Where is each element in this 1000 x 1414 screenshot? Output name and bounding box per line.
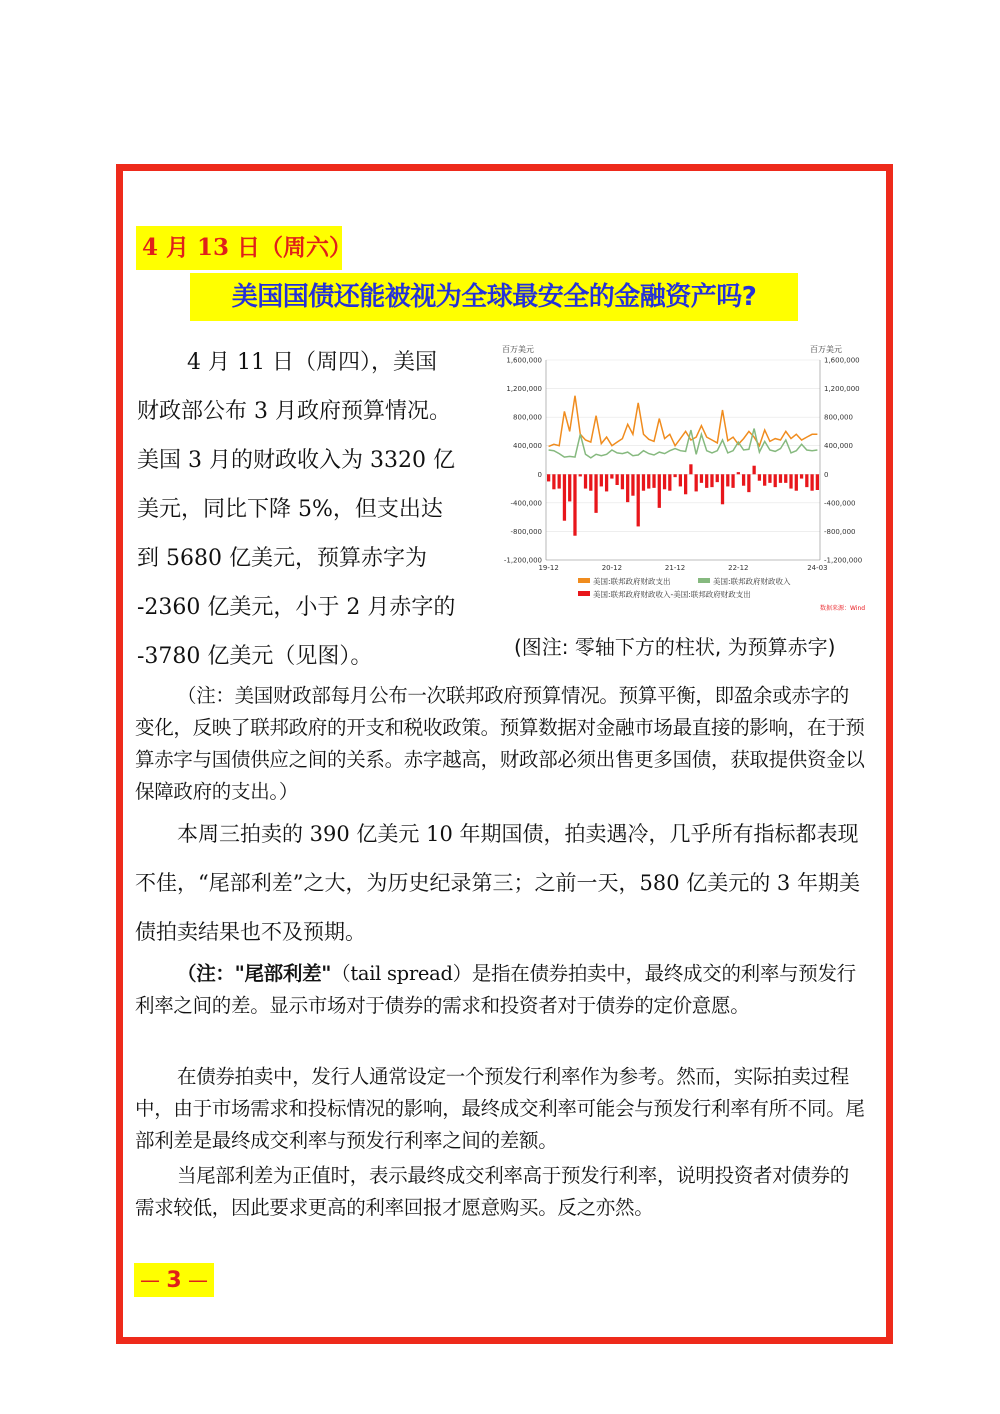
deficit-bar bbox=[547, 474, 550, 481]
y-tick-label-right: 0 bbox=[824, 470, 829, 479]
deficit-bar bbox=[810, 474, 813, 490]
deficit-bar bbox=[552, 474, 555, 489]
deficit-bar bbox=[789, 474, 792, 488]
intro-line: -2360 亿美元，小于 2 月赤字的 bbox=[137, 595, 456, 620]
y-tick-label-left: 400,000 bbox=[513, 442, 542, 451]
y-tick-label-right: 1,600,000 bbox=[824, 356, 860, 365]
x-tick-label: 19-12 bbox=[538, 564, 559, 572]
deficit-bar bbox=[758, 474, 761, 480]
deficit-bar bbox=[695, 474, 698, 491]
note-term: "尾部利差" bbox=[234, 962, 332, 985]
deficit-bar bbox=[805, 474, 808, 487]
series-line bbox=[549, 429, 818, 458]
intro-line: 美国 3 月的财政收入为 3320 亿 bbox=[137, 448, 455, 473]
y-tick-label-left: -400,000 bbox=[510, 499, 542, 508]
y-tick-label-left: 1,200,000 bbox=[506, 385, 542, 394]
deficit-bar bbox=[673, 474, 676, 477]
auction-process-paragraph: 在债券拍卖中，发行人通常设定一个预发行利率作为参考。然而，实际拍卖过程中，由于市场需求和投标情况的影响，最终成交利率可能会与预发行利率有所不同。尾部利差是最终成交利率与预发行利率之间的差额。 bbox=[135, 1065, 865, 1152]
legend-swatch-spending bbox=[578, 578, 590, 583]
y-tick-label-right: -1,200,000 bbox=[824, 556, 863, 565]
deficit-bar bbox=[689, 464, 692, 474]
article-title: 美国国债还能被视为全球最安全的金融资产吗? bbox=[190, 273, 798, 321]
intro-line: -3780 亿美元（见图）。 bbox=[137, 644, 373, 669]
chart-source-note: 数据来源：Wind bbox=[820, 605, 866, 612]
deficit-bar bbox=[726, 474, 729, 486]
deficit-bar bbox=[558, 474, 561, 488]
deficit-bar bbox=[616, 474, 619, 485]
deficit-bar bbox=[563, 474, 566, 520]
deficit-bar bbox=[737, 472, 740, 474]
deficit-bar bbox=[731, 474, 734, 488]
deficit-bar bbox=[589, 474, 592, 490]
deficit-bar bbox=[600, 474, 603, 486]
deficit-bar bbox=[568, 474, 571, 501]
budget-note: （注：美国财政部每月公布一次联邦政府预算情况。预算平衡，即盈余或赤字的变化，反映了联邦政府的开支和税收政策。预算数据对金融市场最直接的影响，在于预算赤字与国债供应之间的关系。赤字越高，财政部必须出售更多国债，获取提供资金以保障政府的支出。） bbox=[135, 684, 865, 803]
x-tick-label: 24-03 bbox=[807, 564, 828, 572]
deficit-bar bbox=[631, 474, 634, 495]
legend-label-deficit: 美国:联邦政府财政收入-美国:联邦政府财政支出 bbox=[593, 590, 751, 599]
y-tick-label-right: 400,000 bbox=[824, 442, 853, 451]
deficit-bar bbox=[668, 474, 671, 490]
deficit-bar bbox=[705, 474, 708, 488]
legend-swatch-revenue bbox=[698, 578, 710, 583]
deficit-bar bbox=[716, 474, 719, 482]
left-units-label: 百万美元 bbox=[502, 345, 534, 354]
deficit-bar bbox=[784, 474, 787, 483]
page-dash-left: — bbox=[139, 1268, 160, 1292]
deficit-bar bbox=[742, 474, 745, 485]
legend-label-revenue: 美国:联邦政府财政收入 bbox=[713, 577, 791, 586]
x-tick-label: 20-12 bbox=[601, 564, 623, 572]
y-tick-label-left: -800,000 bbox=[510, 527, 542, 536]
intro-line: 到 5680 亿美元，预算赤字为 bbox=[137, 546, 427, 571]
y-tick-label-right: -400,000 bbox=[824, 499, 856, 508]
deficit-bar bbox=[700, 474, 703, 483]
y-tick-label-right: 1,200,000 bbox=[824, 385, 860, 394]
deficit-bar bbox=[605, 474, 608, 491]
deficit-bar bbox=[647, 474, 650, 488]
deficit-bar bbox=[763, 474, 766, 485]
deficit-bar bbox=[710, 474, 713, 487]
deficit-bar bbox=[768, 474, 771, 483]
deficit-bar bbox=[795, 474, 798, 490]
deficit-bar bbox=[800, 474, 803, 478]
y-tick-label-right: -800,000 bbox=[824, 527, 856, 536]
legend-swatch-deficit bbox=[578, 591, 590, 596]
deficit-bar bbox=[774, 474, 777, 487]
deficit-bar bbox=[663, 474, 666, 489]
chart-bars bbox=[547, 464, 819, 535]
deficit-bar bbox=[573, 474, 576, 535]
intro-line: 4 月 11 日（周四），美国 bbox=[187, 350, 437, 375]
y-tick-label-left: 1,600,000 bbox=[506, 356, 542, 365]
intro-line: 财政部公布 3 月政府预算情况。 bbox=[137, 399, 451, 424]
chart-grid bbox=[546, 360, 820, 560]
intro-line: 美元，同比下降 5%，但支出达 bbox=[137, 497, 443, 522]
page-dash-right: — bbox=[188, 1268, 209, 1292]
chart-lines bbox=[549, 396, 818, 458]
note-lead: （注： bbox=[177, 962, 235, 985]
deficit-bar bbox=[642, 474, 645, 490]
y-tick-label-left: 800,000 bbox=[513, 413, 542, 422]
deficit-bar bbox=[721, 474, 724, 504]
y-tick-label-right: 800,000 bbox=[824, 413, 853, 422]
deficit-bar bbox=[684, 474, 687, 494]
deficit-bar bbox=[579, 474, 582, 476]
chart-svg bbox=[502, 340, 866, 615]
figure-caption: (图注: 零轴下方的柱状, 为预算赤字) bbox=[514, 635, 836, 659]
deficit-bar bbox=[816, 474, 819, 490]
deficit-bar bbox=[626, 474, 629, 502]
deficit-bar bbox=[753, 466, 756, 475]
legend-label-spending: 美国:联邦政府财政支出 bbox=[593, 577, 671, 586]
page-number bbox=[134, 1263, 214, 1297]
right-units-label: 百万美元 bbox=[810, 345, 842, 354]
x-tick-label: 21-12 bbox=[664, 564, 686, 572]
deficit-bar bbox=[679, 474, 682, 486]
y-tick-label-left: 0 bbox=[537, 470, 542, 479]
deficit-bar bbox=[610, 474, 613, 478]
deficit-bar bbox=[652, 474, 655, 488]
x-tick-label: 22-12 bbox=[728, 564, 749, 572]
note-english: （tail spread） bbox=[331, 962, 472, 985]
intro-paragraph bbox=[137, 338, 482, 681]
deficit-bar bbox=[747, 474, 750, 492]
deficit-bar bbox=[594, 474, 597, 513]
y-tick-label-left: -1,200,000 bbox=[503, 556, 542, 565]
chart-legend bbox=[578, 576, 791, 599]
deficit-bar bbox=[584, 474, 587, 488]
deficit-bar bbox=[637, 474, 640, 526]
series-line bbox=[549, 396, 818, 447]
tail-spread-note bbox=[135, 958, 868, 1022]
page-number-value: 3 bbox=[166, 1268, 182, 1293]
note-rest: 是指在债券拍卖中，最终成交的利率与预发行利率之间的差。显示市场对于债券的需求和投资者对于债券的定价意愿。 bbox=[135, 962, 856, 1017]
positive-spread-paragraph: 当尾部利差为正值时，表示最终成交利率高于预发行利率，说明投资者对债券的需求较低，因此要求更高的利率回报才愿意购买。反之亦然。 bbox=[135, 1164, 850, 1219]
date-heading: 4 月 13 日（周六） bbox=[136, 226, 342, 270]
deficit-bar bbox=[658, 474, 661, 508]
auction-paragraph: 本周三拍卖的 390 亿美元 10 年期国债，拍卖遇冷，几乎所有指标都表现不佳，“尾部利差”之大，为历史纪录第三；之前一天，580 亿美元的 3 年期美债拍卖结果也不及预期。 bbox=[135, 822, 860, 944]
deficit-bar bbox=[621, 474, 624, 489]
deficit-bar bbox=[779, 474, 782, 483]
budget-chart bbox=[502, 340, 866, 615]
